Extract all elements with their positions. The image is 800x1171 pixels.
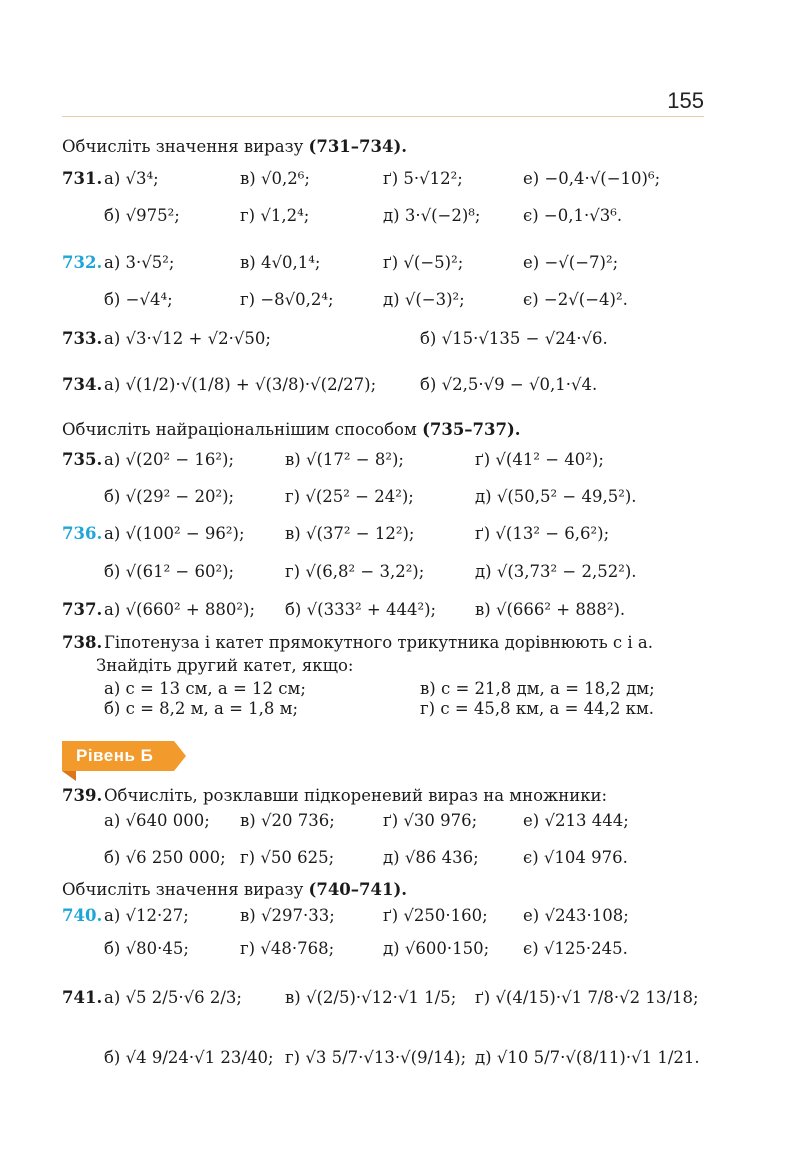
exercise-item: а) √3·√12 + √2·√50; (104, 329, 271, 348)
exercise-item: є) −2√(−4)². (523, 290, 628, 309)
exercise-number: 736. (62, 524, 103, 543)
header-rule (62, 116, 704, 117)
exercise-item: б) √975²; (104, 206, 180, 225)
exercise-item: г) √50 625; (240, 848, 335, 867)
exercise-item: е) √243·108; (523, 906, 629, 925)
exercise-item: в) √297·33; (240, 906, 335, 925)
exercise-item: ґ) 5·√12²; (383, 169, 463, 188)
exercise-item: б) c = 8,2 м, a = 1,8 м; (104, 699, 299, 718)
exercise-item: д) √(−3)²; (383, 290, 465, 309)
exercise-item: є) √125·245. (523, 939, 628, 958)
exercise-item: г) √48·768; (240, 939, 335, 958)
exercise-item: г) −8√0,2⁴; (240, 290, 334, 309)
exercise-item: б) √15·√135 − √24·√6. (420, 329, 608, 348)
exercise-item: а) √640 000; (104, 811, 210, 830)
level-badge (62, 741, 186, 771)
exercise-item: в) √(17² − 8²); (285, 450, 404, 469)
exercise-item: в) √(666² + 888²). (475, 600, 626, 619)
exercise-item: д) √600·150; (383, 939, 490, 958)
exercise-item: а) √(660² + 880²); (104, 600, 255, 619)
exercise-item: б) √2,5·√9 − √0,1·√4. (420, 375, 598, 394)
exercise-number: 737. (62, 600, 103, 619)
exercise-item: ґ) √(−5)²; (383, 253, 464, 272)
exercise-number: 739. (62, 786, 103, 805)
level-badge-label: Рівень Б (76, 746, 154, 765)
exercise-item: ґ) √30 976; (383, 811, 478, 830)
instruction-range: (735–737). (422, 420, 521, 439)
exercise-item: а) √(1/2)·√(1/8) + √(3/8)·√(2/27); (104, 375, 377, 394)
exercise-item: а) 3·√5²; (104, 253, 175, 272)
exercise-item: в) √(37² − 12²); (285, 524, 415, 543)
exercise-item: г) √(25² − 24²); (285, 487, 414, 506)
exercise-number: 732. (62, 253, 103, 272)
exercise-item: д) √86 436; (383, 848, 479, 867)
exercise-item: ґ) √250·160; (383, 906, 488, 925)
instruction-range: (740–741). (308, 880, 408, 899)
exercise-number: 735. (62, 450, 103, 469)
problem-text: Гіпотенуза і катет прямокутного трикутника дорівнюють c і a. (104, 633, 654, 652)
exercise-item: ґ) √(41² − 40²); (475, 450, 604, 469)
exercise-item: ґ) √(13² − 6,6²); (475, 524, 610, 543)
exercise-item: е) −0,4·√(−10)⁶; (523, 169, 661, 188)
exercise-item: в) c = 21,8 дм, a = 18,2 дм; (420, 679, 655, 698)
instruction-text: Обчисліть найраціональнішим способом (62, 420, 423, 439)
exercise-item: б) √(333² + 444²); (285, 600, 437, 619)
exercise-number: 734. (62, 375, 103, 394)
problem-text: Знайдіть другий катет, якщо: (96, 656, 354, 675)
exercise-number: 738. (62, 633, 103, 652)
exercise-item: в) √20 736; (240, 811, 335, 830)
exercise-number: 733. (62, 329, 103, 348)
instruction-text: Обчисліть значення виразу (62, 880, 309, 899)
exercise-item: в) √(2/5)·√12·√1 1/5; (285, 988, 457, 1007)
instruction-text: Обчисліть значення виразу (62, 137, 309, 156)
exercise-item: в) 4√0,1⁴; (240, 253, 321, 272)
exercise-item: б) √(61² − 60²); (104, 562, 235, 581)
exercise-item: д) 3·√(−2)⁸; (383, 206, 481, 225)
exercise-number: 740. (62, 906, 103, 925)
section-instruction (62, 137, 407, 157)
exercise-item: б) √80·45; (104, 939, 189, 958)
exercise-item: е) −√(−7)²; (523, 253, 619, 272)
exercise-item: г) c = 45,8 км, a = 44,2 км. (420, 699, 655, 718)
section-instruction (62, 420, 521, 440)
exercise-number: 731. (62, 169, 103, 188)
exercise-item: в) √0,2⁶; (240, 169, 310, 188)
section-instruction (62, 880, 407, 900)
exercise-item: є) √104 976. (523, 848, 628, 867)
exercise-item: а) c = 13 см, a = 12 см; (104, 679, 306, 698)
exercise-item: д) √(50,5² − 49,5²). (475, 487, 637, 506)
instruction-range: (731–734). (308, 137, 408, 156)
exercise-item: б) √4 9/24·√1 23/40; (104, 1048, 274, 1067)
exercise-item: г) √1,2⁴; (240, 206, 310, 225)
exercise-item: а) √3⁴; (104, 169, 159, 188)
page-number: 155 (667, 88, 704, 113)
exercise-item: а) √(20² − 16²); (104, 450, 235, 469)
exercise-item: б) √(29² − 20²); (104, 487, 235, 506)
exercise-item: а) √12·27; (104, 906, 189, 925)
exercise-item: е) √213 444; (523, 811, 629, 830)
exercise-item: а) √5 2/5·√6 2/3; (104, 988, 242, 1007)
problem-text: Обчисліть, розклавши підкореневий вираз на множники: (104, 786, 608, 805)
exercise-item: а) √(100² − 96²); (104, 524, 245, 543)
exercise-item: д) √10 5/7·√(8/11)·√1 1/21. (475, 1048, 700, 1067)
exercise-item: г) √(6,8² − 3,2²); (285, 562, 425, 581)
exercise-item: б) −√4⁴; (104, 290, 173, 309)
exercise-item: д) √(3,73² − 2,52²). (475, 562, 637, 581)
exercise-number: 741. (62, 988, 103, 1007)
exercise-item: б) √6 250 000; (104, 848, 226, 867)
exercise-item: г) √3 5/7·√13·√(9/14); (285, 1048, 467, 1067)
exercise-item: ґ) √(4/15)·√1 7/8·√2 13/18; (475, 988, 699, 1007)
exercise-item: є) −0,1·√3⁶. (523, 206, 623, 225)
